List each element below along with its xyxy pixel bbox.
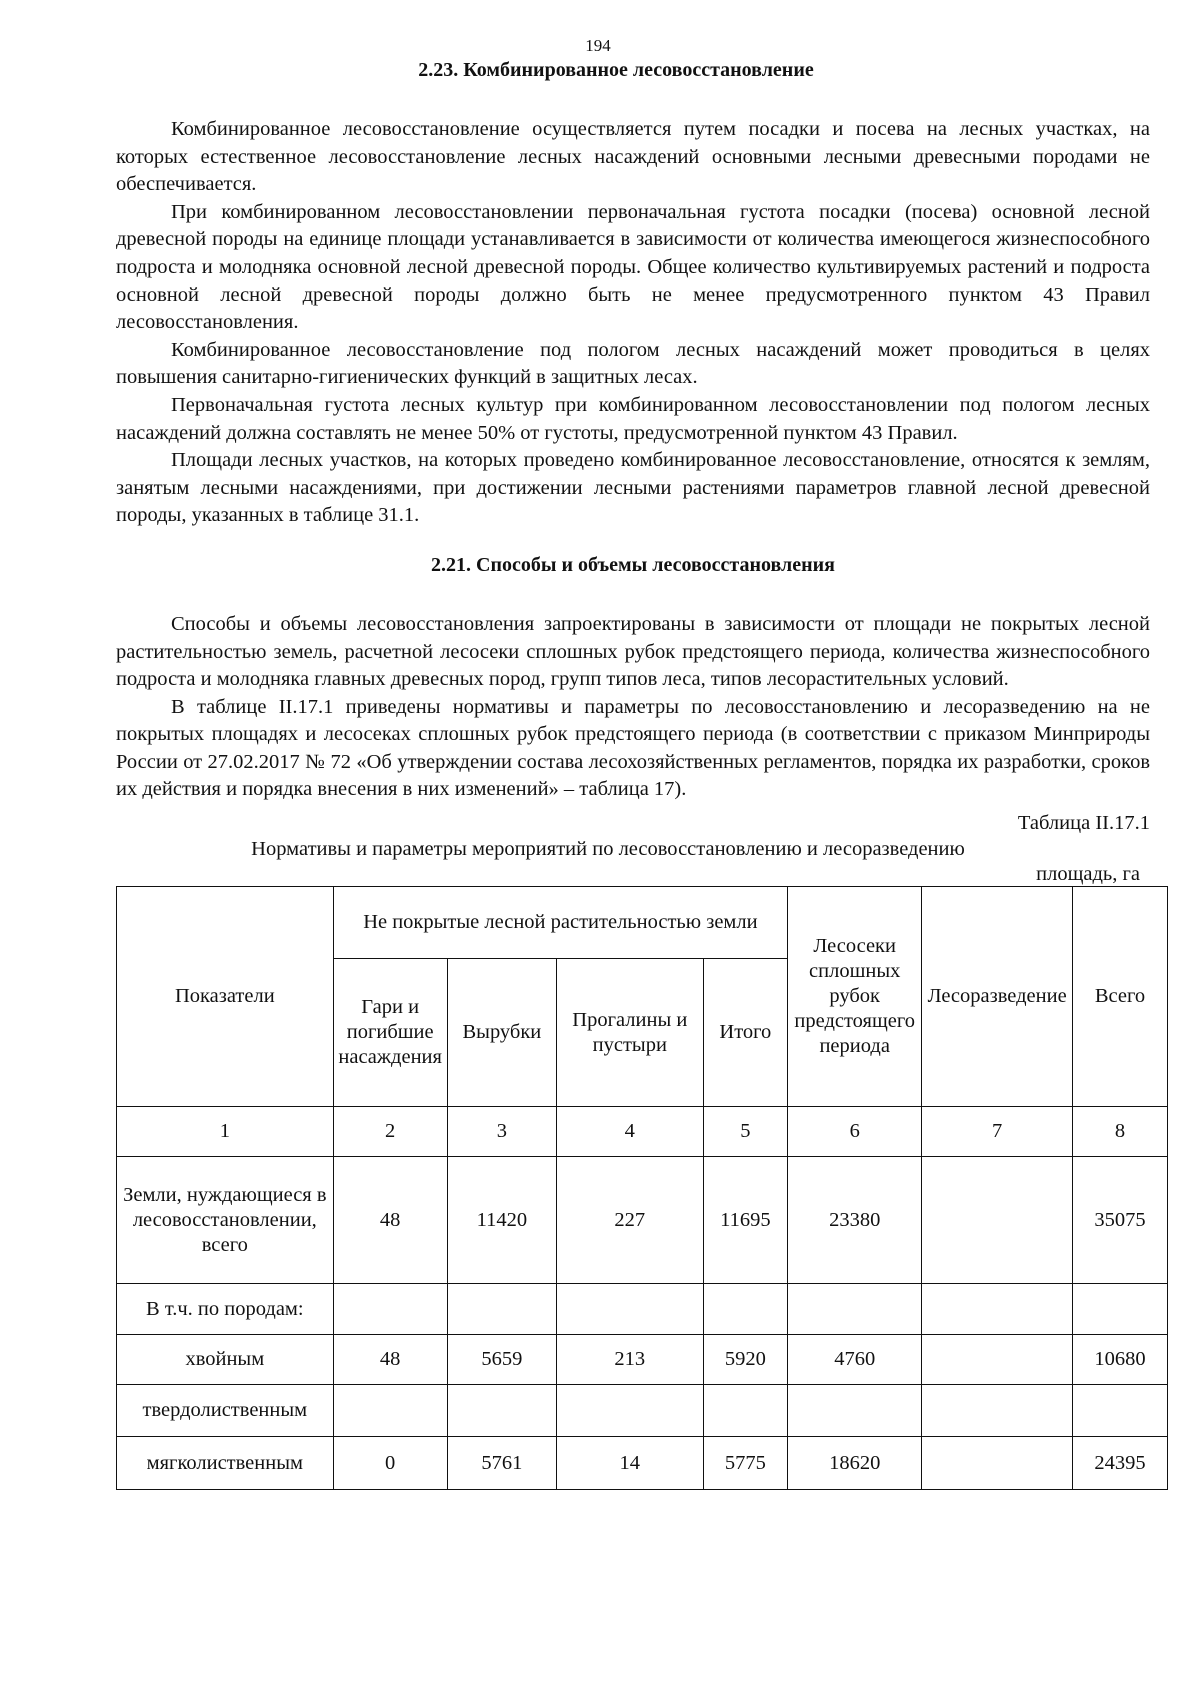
table-cell [557, 1284, 703, 1335]
table-cell [333, 1284, 447, 1335]
table-cell [788, 1284, 922, 1335]
table-cell: 5775 [703, 1437, 788, 1490]
table-cell [1073, 1284, 1168, 1335]
table-cell: 24395 [1073, 1437, 1168, 1490]
row-label: мягколиственным [117, 1437, 334, 1490]
section-body-combined-reforestation [116, 116, 1150, 530]
row-label: твердолиственным [117, 1385, 334, 1437]
header-indicators: Показатели [117, 887, 334, 1107]
section-title-combined-reforestation: 2.23. Комбинированное лесовосстановление [418, 59, 814, 81]
table-cell: 5761 [447, 1437, 556, 1490]
header-total: Всего [1073, 887, 1168, 1107]
header-glades: Прогалины и пустыри [557, 959, 703, 1107]
column-number: 4 [557, 1107, 703, 1157]
table-cell: 48 [333, 1335, 447, 1385]
paragraph: Комбинированное лесовосстановление под пологом лесных насаждений может проводиться в целях повышения санитарно-гигиенических функций в защитных лесах. [116, 338, 1150, 389]
header-cuttings: Вырубки [447, 959, 556, 1107]
header-uncovered-lands: Не покрытые лесной растительностью земли [333, 887, 788, 959]
table-cell [447, 1284, 556, 1335]
table-cell [922, 1157, 1073, 1284]
table-unit: площадь, га [1036, 863, 1140, 886]
row-label: хвойным [117, 1335, 334, 1385]
table-cell: 5659 [447, 1335, 556, 1385]
table-cell: 35075 [1073, 1157, 1168, 1284]
table-cell [1073, 1385, 1168, 1437]
table-cell [557, 1385, 703, 1437]
table-label: Таблица II.17.1 [1017, 812, 1150, 835]
column-number: 2 [333, 1107, 447, 1157]
table-cell [922, 1284, 1073, 1335]
table-cell: 11420 [447, 1157, 556, 1284]
paragraph: Первоначальная густота лесных культур при комбинированном лесовосстановлении под пологом лесных насаждений должна составлять не менее 50% от густоты, предусмотренной пунктом 43 Правил. [116, 393, 1150, 444]
table-cell: 18620 [788, 1437, 922, 1490]
table-row [117, 1157, 1168, 1284]
table-cell [703, 1385, 788, 1437]
header-subtotal: Итого [703, 959, 788, 1107]
header-afforestation: Лесоразведение [922, 887, 1073, 1107]
header-clearcuts: Лесосеки сплошных рубок предстоящего периода [788, 887, 922, 1107]
row-label: Земли, нуждающиеся в лесовосстановлении, всего [117, 1157, 334, 1284]
table-cell: 5920 [703, 1335, 788, 1385]
table-cell: 0 [333, 1437, 447, 1490]
column-number: 8 [1073, 1107, 1168, 1157]
table-row [117, 1437, 1168, 1490]
table-cell [922, 1437, 1073, 1490]
table-cell: 10680 [1073, 1335, 1168, 1385]
paragraph: В таблице II.17.1 приведены нормативы и параметры по лесовосстановлению и лесоразведению на не покрытых площадях и лесосеках сплошных рубок предстоящего периода (в соответствии с приказом Минприроды России от 27.02.2017 № 72 «Об утверждении состава лесохозяйственных регламентов, порядка их разработки, сроков их действия и порядка внесения в них изменений» – таблица 17). [116, 695, 1150, 801]
column-number: 1 [117, 1107, 334, 1157]
column-number: 6 [788, 1107, 922, 1157]
document-page [116, 36, 1150, 1490]
page-number: 194 [585, 36, 611, 55]
table-cell: 48 [333, 1157, 447, 1284]
table-cell: 227 [557, 1157, 703, 1284]
table-cell: 4760 [788, 1335, 922, 1385]
table-cell: 14 [557, 1437, 703, 1490]
table-row [117, 1335, 1168, 1385]
table-cell: 11695 [703, 1157, 788, 1284]
table-cell [788, 1385, 922, 1437]
table-cell: 23380 [788, 1157, 922, 1284]
table-cell [333, 1385, 447, 1437]
table-row [117, 1385, 1168, 1437]
table-cell: 213 [557, 1335, 703, 1385]
paragraph: При комбинированном лесовосстановлении первоначальная густота посадки (посева) основной лесной древесной породы на единице площади устанавливается в зависимости от количества имеющегося жизнеспособного подроста и молодняка основной лесной древесной породы. Общее количество культивируемых растений и подроста основной лесной древесной породы должно быть не менее предусмотренного пунктом 43 Правил лесовосстановления. [116, 200, 1150, 334]
column-number-row [117, 1107, 1168, 1157]
section-body-reforestation-methods [116, 611, 1150, 804]
section-title-reforestation-methods: 2.21. Способы и объемы лесовосстановления [431, 553, 835, 576]
table-cell [922, 1335, 1073, 1385]
row-label: В т.ч. по породам: [117, 1284, 334, 1335]
table-cell [922, 1385, 1073, 1437]
paragraph: Способы и объемы лесовосстановления запроектированы в зависимости от площади не покрытых лесной растительностью земель, расчетной лесосеки сплошных рубок предстоящего периода, количества жизнеспособного подроста и молодняка главных древесных пород, групп типов леса, типов лесорастительных условий. [116, 612, 1150, 691]
column-number: 3 [447, 1107, 556, 1157]
header-burned: Гари и погибшие насаждения [333, 959, 447, 1107]
column-number: 7 [922, 1107, 1073, 1157]
norms-table [116, 886, 1168, 1490]
paragraph: Комбинированное лесовосстановление осуществляется путем посадки и посева на лесных участках, на которых естественное лесовосстановление лесных насаждений основными лесными древесными породами не обеспечивается. [116, 118, 1150, 196]
paragraph: Площади лесных участков, на которых проведено комбинированное лесовосстановление, относятся к землям, занятым лесными насаждениями, при достижении лесными растениями параметров главной лесной древесной породы, указанных в таблице 31.1. [116, 449, 1150, 527]
table-cell [447, 1385, 556, 1437]
table-cell [703, 1284, 788, 1335]
table-title: Нормативы и параметры мероприятий по лесовосстановлению и лесоразведению [251, 838, 965, 861]
table-row [117, 1284, 1168, 1335]
column-number: 5 [703, 1107, 788, 1157]
